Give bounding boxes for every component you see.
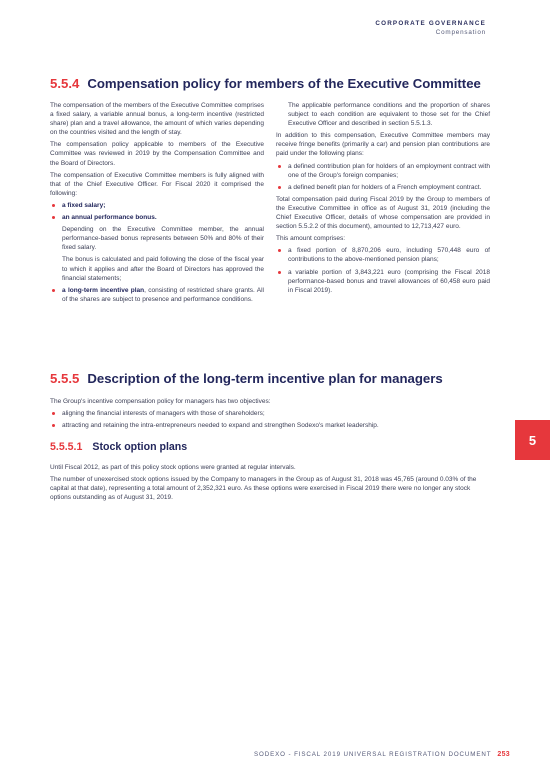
- bullet-list: [276, 246, 490, 294]
- heading-title: Stock option plans: [92, 441, 188, 453]
- heading-5-5-5: [50, 371, 443, 386]
- page-number: 253: [497, 751, 510, 758]
- heading-title: Compensation policy for members of the Executive Committee: [87, 76, 481, 91]
- list-item: a variable portion of 3,843,221 euro (comprising the Fiscal 2018 performance-based bonus and travel allowances of 60,458 euro paid in Fiscal 2019).: [276, 268, 490, 295]
- paragraph: The Group's incentive compensation policy for managers has two objectives:: [50, 398, 271, 405]
- bullet-list: [50, 201, 264, 222]
- paragraph: The compensation of the members of the Executive Committee comprises a fixed salary, a variable annual bonus, a long-term incentive (restricted share) plan and a travel allowance, the amount of which varies depending on the countries visited and the length of stay.: [50, 102, 264, 137]
- paragraph: This amount comprises:: [276, 235, 345, 243]
- list-item: an annual performance bonus.: [50, 213, 264, 222]
- paragraph: Total compensation paid during Fiscal 2019 by the Group to members of the Executive Committee in office as of August 31, 2019 (including the Chief Executive Officer, details of whose compensation are provided in section 5.5.2.2 of this document), amounted to 12,713,427 euro.: [276, 195, 490, 231]
- list-item: a long-term incentive plan, consisting of restricted share grants. All of the shares are subject to presence and performance conditions.: [50, 286, 264, 304]
- bullet-list: [276, 162, 490, 192]
- footer-text: SODEXO - FISCAL 2019 UNIVERSAL REGISTRATION DOCUMENT: [254, 751, 492, 758]
- list-item: a defined contribution plan for holders of an employment contract with one of the Group's foreign companies;: [276, 162, 490, 180]
- bullet-list: [50, 409, 490, 430]
- paragraph: The compensation policy applicable to members of the Executive Committee was reviewed in 2019 by the Compensation Committee and the Board of Directors.: [50, 141, 264, 167]
- section-5-5-5-1-body: [50, 463, 490, 505]
- paragraph: Depending on the Executive Committee member, the annual performance-based bonus represents between 50% and 80% of their fixed salary.: [62, 226, 264, 252]
- chapter-tab: 5: [515, 420, 550, 460]
- paragraph: The applicable performance conditions and the proportion of shares subject to each condition are equivalent to those set for the Chief Executive Officer and described in section 5.5.1.3.: [288, 102, 490, 128]
- heading-5-5-5-1: [50, 441, 187, 453]
- column-left: [50, 101, 264, 307]
- heading-number: 5.5.4: [50, 76, 80, 91]
- section-5-5-5-body: [50, 397, 490, 433]
- paragraph: Until Fiscal 2012, as part of this policy stock options were granted at regular intervals.: [50, 464, 296, 471]
- header-subsection: Compensation: [435, 29, 486, 36]
- list-item: a fixed salary;: [50, 201, 264, 210]
- header-section: CORPORATE GOVERNANCE: [375, 20, 486, 27]
- page-footer: [254, 751, 510, 758]
- paragraph: In addition to this compensation, Executive Committee members may receive fringe benefits (primarily a car) and pension plan contributions are paid under the following plans:: [276, 132, 490, 158]
- column-right: [276, 101, 490, 298]
- paragraph: The bonus is calculated and paid following the close of the fiscal year to which it applies and after the Board of Directors has approved the financial statements;: [62, 256, 264, 282]
- paragraph: The number of unexercised stock options issued by the Company to managers in the Group as of August 31, 2018 was 45,765 (around 0.03% of the capital at that date), representing a total amount of 2,352,321 euro. As these options were exercised in Fiscal 2019 there were no longer any stock options outstanding as of August 31, 2019.: [50, 476, 477, 502]
- heading-title: Description of the long-term incentive plan for managers: [87, 371, 443, 386]
- paragraph: The compensation of Executive Committee members is fully aligned with that of the Chief Executive Officer. For Fiscal 2020 it comprised the following:: [50, 171, 264, 197]
- running-header: [375, 19, 486, 37]
- list-item: a fixed portion of 8,870,206 euro, including 570,448 euro of contributions to the above-mentioned pension plans;: [276, 246, 490, 264]
- list-item: a defined benefit plan for holders of a French employment contract.: [276, 183, 490, 192]
- heading-5-5-4: [50, 76, 481, 91]
- list-item: aligning the financial interests of managers with those of shareholders;: [50, 409, 490, 418]
- list-item: attracting and retaining the intra-entrepreneurs needed to expand and strengthen Sodexo's market leadership.: [50, 421, 490, 430]
- heading-number: 5.5.5.1: [50, 441, 83, 453]
- heading-number: 5.5.5: [50, 371, 80, 386]
- bullet-list: [50, 286, 264, 304]
